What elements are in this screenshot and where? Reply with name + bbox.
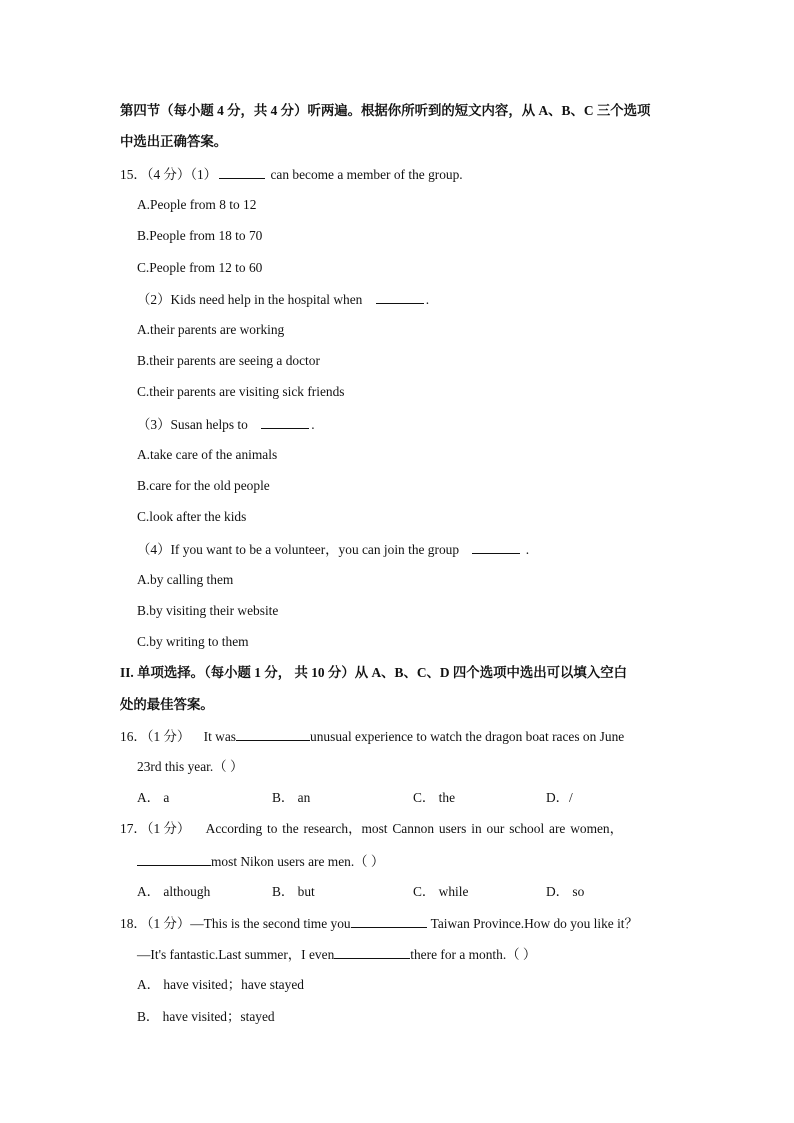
section2-header-line2: 处的最佳答案。 (120, 697, 214, 712)
q18-line2 (137, 944, 536, 965)
q16-option-d[interactable]: D．/ (546, 790, 573, 805)
q16-blank[interactable] (236, 726, 310, 741)
q15-sub4-text: （4）If you want to be a volunteer，you can join the group (137, 542, 460, 557)
q16-stem-b: unusual experience to watch the dragon boat races on June (310, 729, 625, 744)
q15-option-c[interactable]: C.People from 12 to 60 (137, 260, 263, 275)
q17-option-a[interactable]: A． although (137, 884, 211, 899)
q17-line2-text: most Nikon users are men.（ ） (211, 854, 385, 869)
q15-sub2-stem (137, 289, 429, 310)
q16-option-c[interactable]: C． the (413, 790, 456, 805)
q17-option-c[interactable]: C． while (413, 884, 469, 899)
q17-line2 (137, 851, 384, 872)
q15-sub2-option-c[interactable]: C.their parents are visiting sick friends (137, 384, 345, 399)
q18-blank-1[interactable] (351, 913, 427, 928)
q18-option-a[interactable]: A． have visited；have stayed (137, 977, 304, 992)
q17-number: 17．（1 分） (120, 821, 191, 836)
q15-number: 15．（4 分）（1） (120, 167, 218, 182)
q18-line2-b: there for a month.（ ） (410, 947, 537, 962)
q15-sub2-blank[interactable] (376, 289, 424, 304)
q15-sub3-option-b[interactable]: B.care for the old people (137, 478, 270, 493)
q15-sub2-text: （2）Kids need help in the hospital when (137, 292, 363, 307)
section4-header-line2: 中选出正确答案。 (120, 134, 228, 149)
q15-sub4-stem (137, 539, 529, 560)
q17-option-b[interactable]: B． but (272, 884, 315, 899)
q15-blank-1[interactable] (219, 164, 265, 179)
q16-option-a[interactable]: A． a (137, 790, 170, 805)
q17-stem (120, 819, 623, 839)
q18-line2-a: —It's fantastic.Last summer，I even (137, 947, 335, 962)
q15-sub3-option-a[interactable]: A.take care of the animals (137, 447, 278, 462)
q15-sub3-option-c[interactable]: C.look after the kids (137, 509, 247, 524)
q18-blank-2[interactable] (334, 944, 410, 959)
q15-sub4-option-b[interactable]: B.by visiting their website (137, 603, 279, 618)
section2-header-line1: II. 单项选择。（每小题 1 分， 共 10 分）从 A、B、C、D 四个选项中选出可以填入空白 (120, 665, 627, 680)
q15-sub2-option-b[interactable]: B.their parents are seeing a doctor (137, 353, 320, 368)
q15-sub4-end: . (525, 542, 530, 557)
q15-sub3-blank[interactable] (261, 414, 309, 429)
q17-blank[interactable] (137, 851, 211, 866)
q15-sub4-option-a[interactable]: A.by calling them (137, 572, 234, 587)
q15-option-b[interactable]: B.People from 18 to 70 (137, 228, 263, 243)
q16-line2: 23rd this year.（ ） (137, 759, 244, 774)
q15-sub3-text: （3）Susan helps to (137, 417, 248, 432)
q18-stem (120, 913, 638, 934)
q17-option-d[interactable]: D． so (546, 884, 585, 899)
q16-number: 16．（1 分） (120, 729, 191, 744)
q18-option-b[interactable]: B． have visited；stayed (137, 1009, 275, 1024)
q18-stem-b: Taiwan Province.How do you like it？ (430, 916, 638, 931)
q15-option-a[interactable]: A.People from 8 to 12 (137, 197, 257, 212)
q15-sub4-blank[interactable] (472, 539, 520, 554)
q16-stem-a: It was (203, 729, 237, 744)
section4-header-line1: 第四节（每小题 4 分，共 4 分）听两遍。根据你所听到的短文内容，从 A、B、C 三个选项 (120, 103, 651, 118)
q16-stem (120, 726, 624, 747)
q15-sub2-end: . (425, 292, 430, 307)
q15-sub4-option-c[interactable]: C.by writing to them (137, 634, 249, 649)
q15-stem (120, 164, 463, 185)
q15-sub3-end: . (311, 417, 315, 432)
q17-stem-text: According to the research，most Cannon users in our school are women， (205, 821, 624, 836)
q16-option-b[interactable]: B． an (272, 790, 311, 805)
q15-sub3-stem (137, 414, 315, 435)
q15-sub2-option-a[interactable]: A.their parents are working (137, 322, 285, 337)
q18-number-stem: 18．（1 分）—This is the second time you (120, 916, 351, 931)
q15-stem-text: can become a member of the group. (270, 167, 463, 182)
